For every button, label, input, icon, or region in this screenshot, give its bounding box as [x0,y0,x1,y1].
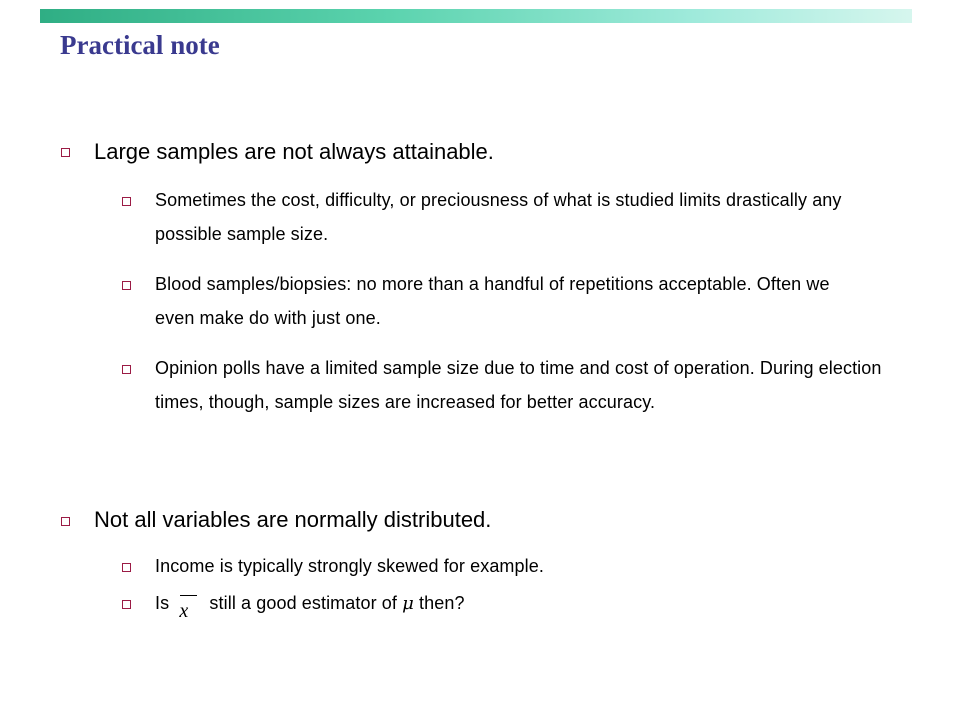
bullet-square-icon [61,517,70,526]
header-accent-bar [40,9,912,23]
bullet-normal-distribution: Not all variables are normally distributed. [94,507,492,532]
bullet-square-icon [61,148,70,157]
sub-bullet-cost: Sometimes the cost, difficulty, or preciousness of what is studied limits drastically any possible sample size. [155,190,842,244]
sub-bullet-estimator [155,586,905,621]
sub-bullet-blood-samples: Blood samples/biopsies: no more than a handful of repetitions acceptable. Often we even make do with just one. [155,274,830,328]
sub-bullet-square-icon [122,197,131,206]
sub-bullet-square-icon [122,600,131,609]
sample-mean-symbol [176,593,200,622]
sub-bullet-income: Income is typically strongly skewed for example. [155,556,544,576]
bullet-large-samples: Large samples are not always attainable. [94,139,494,164]
mu-symbol: μ [402,593,414,614]
sub-bullet-opinion-polls: Opinion polls have a limited sample size due to time and cost of operation. During election times, though, sample sizes are increased for better accuracy. [155,358,882,412]
sub-bullet-square-icon [122,281,131,290]
x-variable: x [179,600,189,622]
estimator-suffix: then? [419,593,465,613]
sub-bullet-square-icon [122,365,131,374]
estimator-middle: still a good estimator of [209,593,398,613]
estimator-prefix: Is [155,593,170,613]
slide-title: Practical note [60,30,220,60]
sub-bullet-square-icon [122,563,131,572]
